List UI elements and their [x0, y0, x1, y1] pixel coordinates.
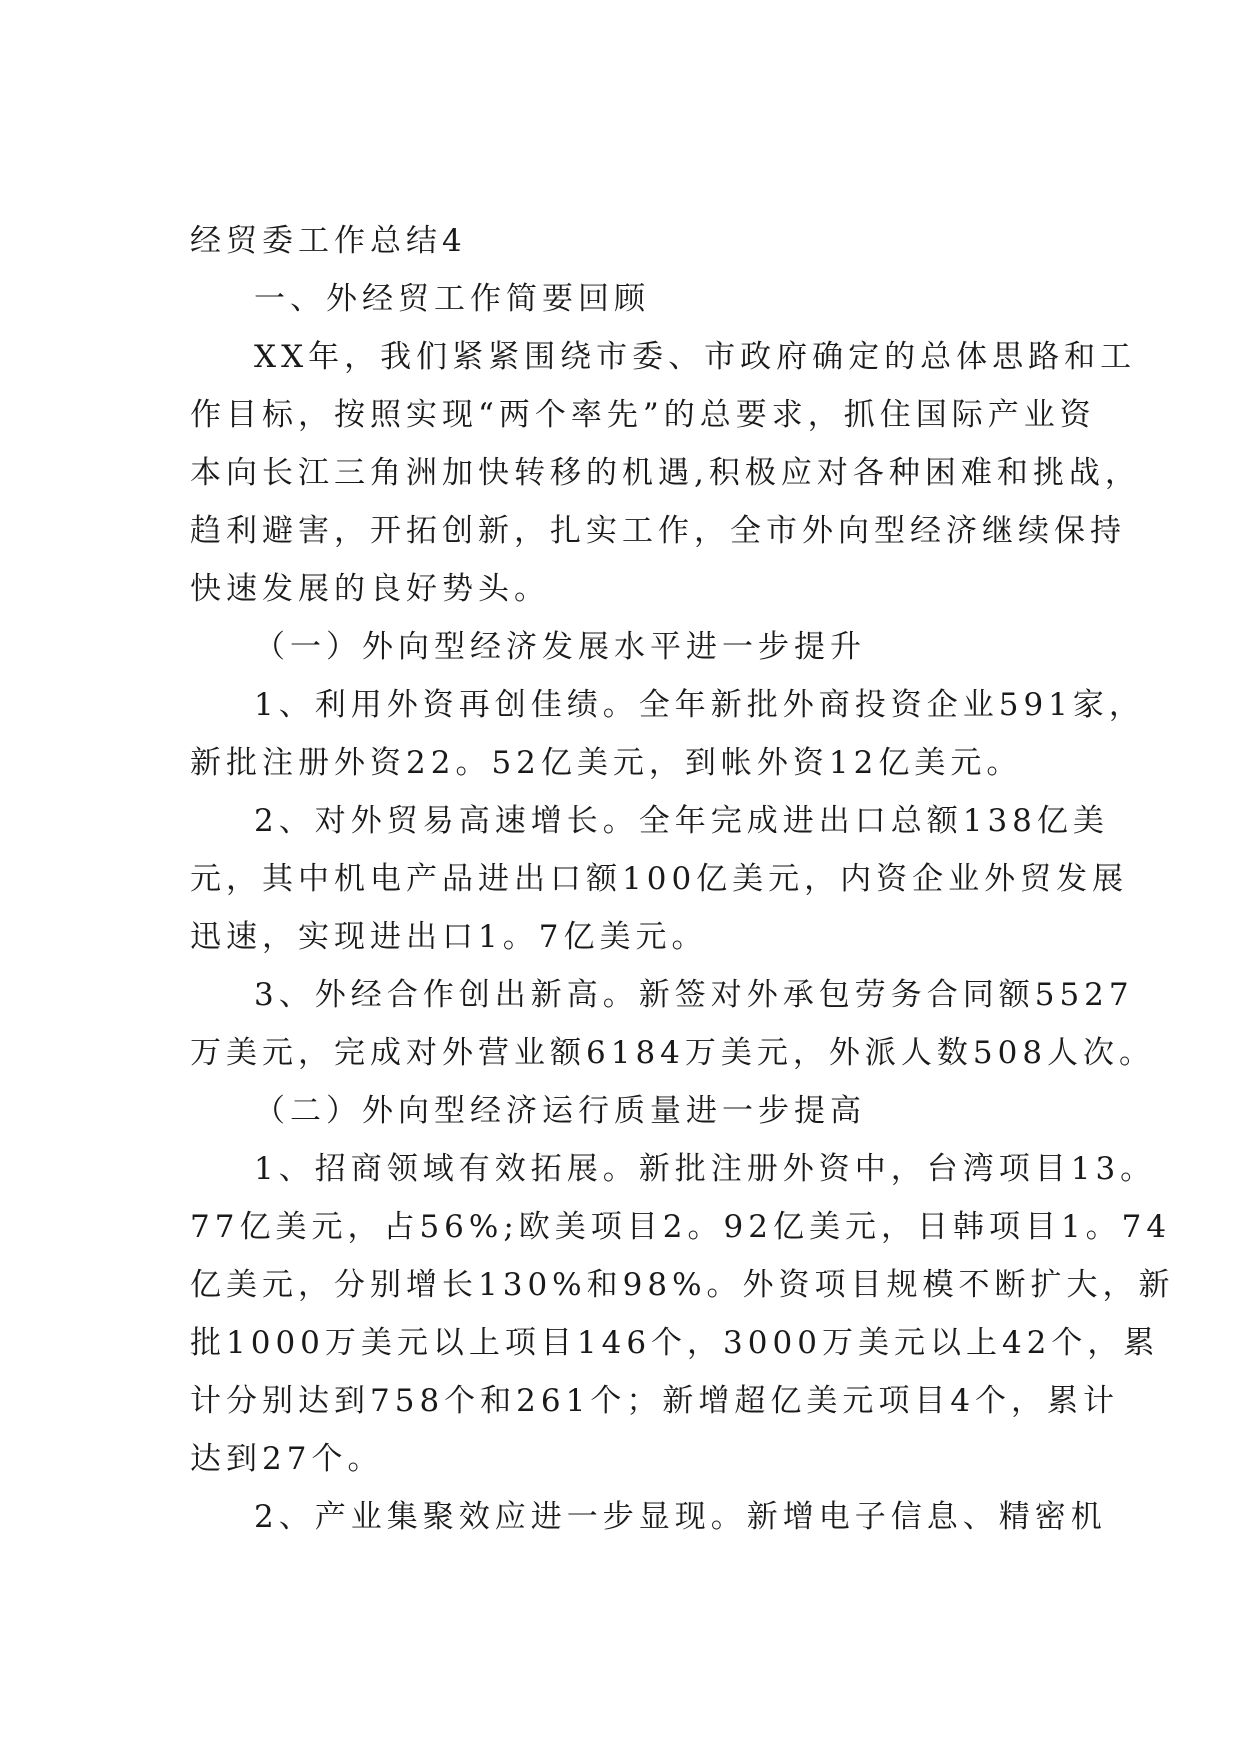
- paragraph-line: 新批注册外资22。52亿美元，到帐外资12亿美元。: [190, 745, 1023, 781]
- paragraph-line: 快速发展的良好势头。: [190, 571, 550, 607]
- subsection-heading: （二）外向型经济运行质量进一步提高: [254, 1093, 866, 1129]
- paragraph-line: 迅速，实现进出口1。7亿美元。: [190, 919, 708, 955]
- paragraph-line: 2、对外贸易高速增长。全年完成进出口总额138亿美: [254, 803, 1109, 839]
- paragraph-line: 元，其中机电产品进出口额100亿美元，内资企业外贸发展: [190, 861, 1129, 897]
- paragraph-line: 批1000万美元以上项目146个，3000万美元以上42个，累: [190, 1325, 1160, 1361]
- paragraph-line: 达到27个。: [190, 1441, 384, 1477]
- paragraph-line: 作目标，按照实现“两个率先”的总要求，抓住国际产业资: [190, 397, 1096, 433]
- paragraph-line: 本向长江三角洲加快转移的机遇,积极应对各种困难和挑战，: [190, 455, 1141, 491]
- paragraph-line: 77亿美元，占56%;欧美项目2。92亿美元，日韩项目1。74: [190, 1209, 1172, 1245]
- paragraph-line: 计分别达到758个和261个；新增超亿美元项目4个，累计: [190, 1383, 1120, 1419]
- section-heading: 一、外经贸工作简要回顾: [254, 281, 650, 317]
- paragraph-line: 亿美元，分别增长130%和98%。外资项目规模不断扩大，新: [190, 1267, 1175, 1303]
- paragraph-line: 万美元，完成对外营业额6184万美元，外派人数508人次。: [190, 1035, 1156, 1071]
- document-title: 经贸委工作总结4: [190, 223, 467, 259]
- paragraph-line: 1、招商领域有效拓展。新批注册外资中，台湾项目13。: [254, 1151, 1157, 1187]
- paragraph-line: 3、外经合作创出新高。新签对外承包劳务合同额5527: [254, 977, 1134, 1013]
- subsection-heading: （一）外向型经济发展水平进一步提升: [254, 629, 866, 665]
- paragraph-line: 1、利用外资再创佳绩。全年新批外商投资企业591家，: [254, 687, 1145, 723]
- paragraph-line: 2、产业集聚效应进一步显现。新增电子信息、精密机: [254, 1499, 1107, 1535]
- document-body: [190, 212, 1175, 1546]
- paragraph-line: 趋利避害，开拓创新，扎实工作，全市外向型经济继续保持: [190, 513, 1126, 549]
- paragraph-line: XX年，我们紧紧围绕市委、市政府确定的总体思路和工: [254, 339, 1137, 375]
